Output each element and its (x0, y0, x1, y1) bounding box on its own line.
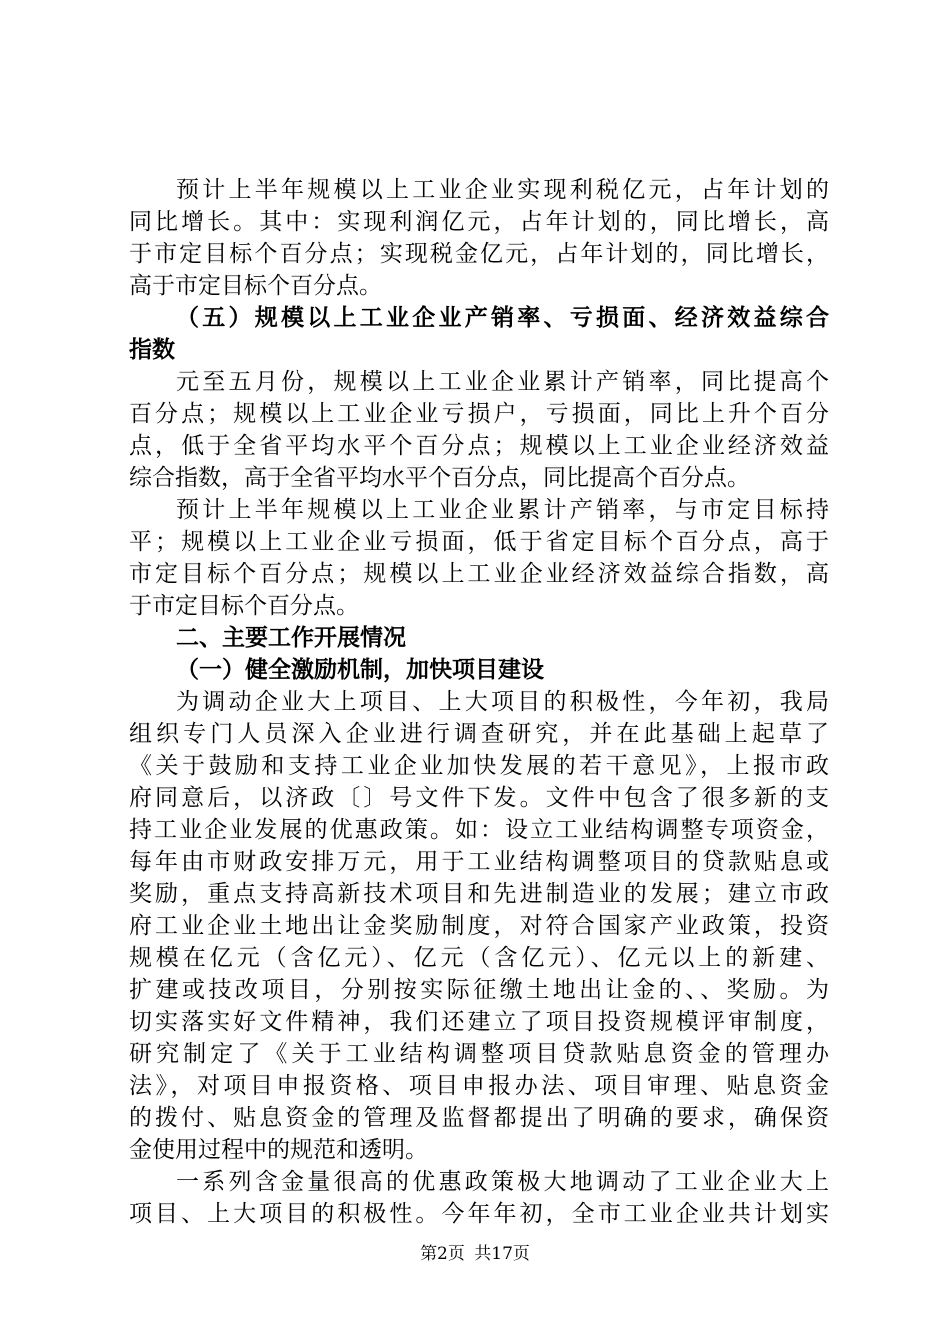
section-heading: 二、主要工作开展情况 (176, 625, 406, 651)
section-heading: （五）规模以上工业企业产销率、亏损面、经济效益综合 (176, 305, 829, 331)
paragraph-line: 点，低于全省平均水平个百分点；规模以上工业企业经济效益 (129, 433, 829, 459)
paragraph-line: 百分点；规模以上工业企业亏损户，亏损面，同比上升个百分 (129, 401, 829, 427)
paragraph-line: 组织专门人员深入企业进行调查研究，并在此基础上起草了 (129, 721, 829, 747)
document-body (129, 174, 829, 1230)
paragraph-line: 金使用过程中的规范和透明。 (129, 1137, 428, 1163)
paragraph-line: 项目、上大项目的积极性。今年年初，全市工业企业共计划实 (129, 1201, 829, 1227)
paragraph-line: 预计上半年规模以上工业企业累计产销率，与市定目标持 (176, 497, 829, 523)
paragraph-line: 预计上半年规模以上工业企业实现利税亿元，占年计划的 (176, 177, 829, 203)
paragraph-line: 府同意后，以济政〔〕号文件下发。文件中包含了很多新的支 (129, 785, 829, 811)
paragraph-line: 的拨付、贴息资金的管理及监督都提出了明确的要求，确保资 (129, 1105, 829, 1131)
paragraph-line: 扩建或技改项目，分别按实际征缴土地出让金的、、奖励。为 (129, 977, 829, 1003)
section-heading: （一）健全激励机制，加快项目建设 (176, 657, 544, 683)
page-number: 第2页 (420, 1244, 465, 1264)
paragraph-line: 《关于鼓励和支持工业企业加快发展的若干意见》，上报市政 (129, 753, 829, 779)
page-footer (0, 1243, 950, 1265)
paragraph-line: 综合指数，高于全省平均水平个百分点，同比提高个百分点。 (129, 465, 750, 491)
paragraph-line: 同比增长。其中：实现利润亿元，占年计划的，同比增长，高 (129, 209, 829, 235)
paragraph-line: 元至五月份，规模以上工业企业累计产销率，同比提高个 (176, 369, 829, 395)
paragraph-line: 法》，对项目申报资格、项目申报办法、项目审理、贴息资金 (129, 1073, 829, 1099)
paragraph-line: 高于市定目标个百分点。 (129, 273, 382, 299)
paragraph-line: 于市定目标个百分点。 (129, 593, 359, 619)
page-total: 共17页 (474, 1244, 530, 1264)
paragraph-line: 每年由市财政安排万元，用于工业结构调整项目的贷款贴息或 (129, 849, 829, 875)
paragraph-line: 府工业企业土地出让金奖励制度，对符合国家产业政策，投资 (129, 913, 829, 939)
paragraph-line: 奖励，重点支持高新技术项目和先进制造业的发展；建立市政 (129, 881, 829, 907)
paragraph-line: 切实落实好文件精神，我们还建立了项目投资规模评审制度， (129, 1009, 829, 1035)
paragraph-line: 平；规模以上工业企业亏损面，低于省定目标个百分点，高于 (129, 529, 829, 555)
paragraph-line: 为调动企业大上项目、上大项目的积极性，今年初，我局 (176, 689, 829, 715)
section-heading: 指数 (129, 337, 175, 363)
paragraph-line: 市定目标个百分点；规模以上工业企业经济效益综合指数，高 (129, 561, 829, 587)
paragraph-line: 于市定目标个百分点；实现税金亿元，占年计划的，同比增长， (129, 241, 829, 267)
paragraph-line: 持工业企业发展的优惠政策。如：设立工业结构调整专项资金， (129, 817, 829, 843)
paragraph-line: 规模在亿元（含亿元）、亿元（含亿元）、亿元以上的新建、 (129, 945, 829, 971)
paragraph-line: 研究制定了《关于工业结构调整项目贷款贴息资金的管理办 (129, 1041, 829, 1067)
paragraph-line: 一系列含金量很高的优惠政策极大地调动了工业企业大上 (176, 1169, 829, 1195)
